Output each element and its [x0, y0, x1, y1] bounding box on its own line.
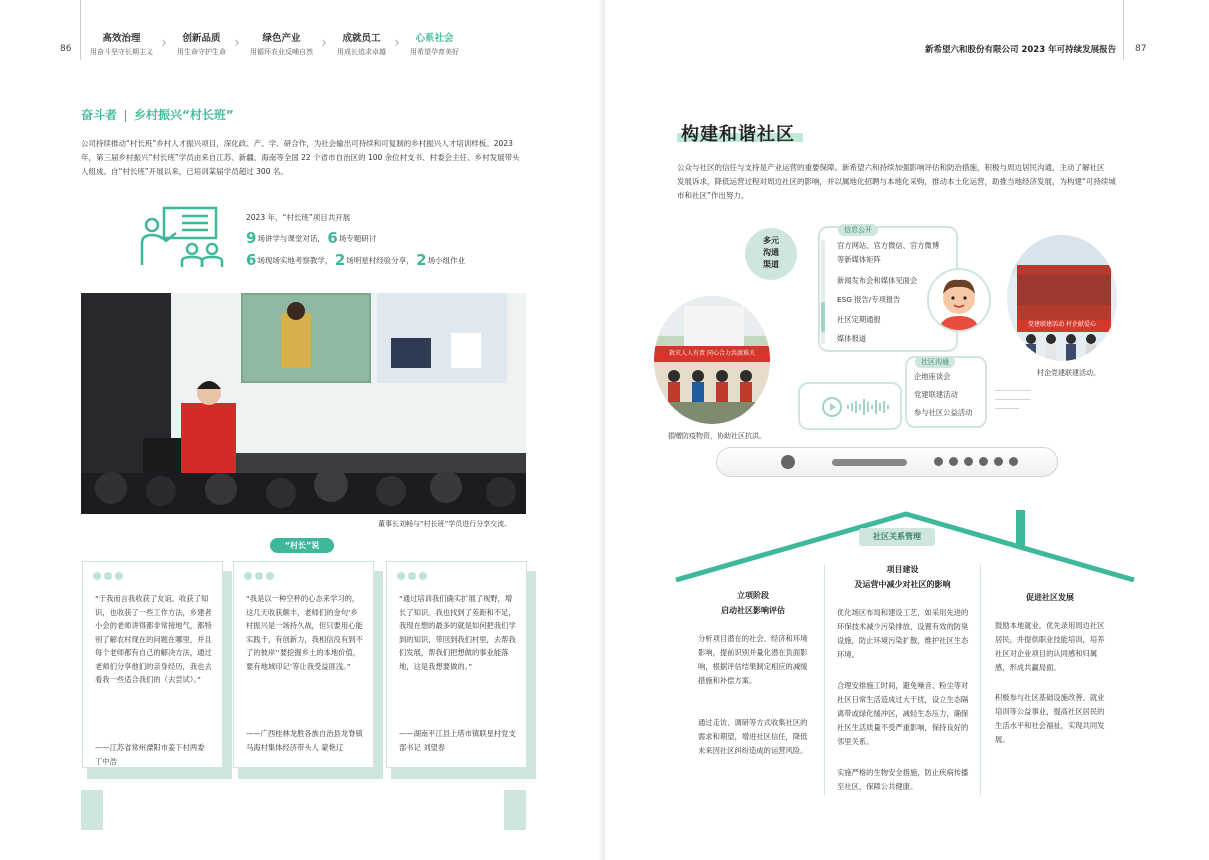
column-title-line: 及运营中减少对社区的影响 — [854, 580, 951, 589]
record-button[interactable] — [781, 455, 795, 469]
stat-number: 9 — [246, 229, 257, 247]
management-label: 社区关系管理 — [859, 528, 935, 546]
chevron-right-icon: › — [321, 35, 327, 51]
column-divider — [980, 565, 981, 795]
nav-item-society[interactable] — [404, 30, 475, 57]
lecture-photo — [81, 293, 526, 514]
stat-number: 6 — [246, 251, 257, 269]
info-item: 官方网站、官方微信、官方微博 — [837, 241, 940, 250]
quote-card — [386, 561, 527, 768]
channels-word: 渠道 — [763, 260, 779, 269]
nav-item-subtitle: 用生命守护生命 — [177, 48, 226, 56]
intro-line: 公众与社区的信任与支持是产业运营的重要保障。新希望六和持续加强影响评估和防治措施，积极与周边居民沟通，主动了解社区 — [677, 163, 1105, 172]
community-item: 参与社区公益活动 — [914, 408, 973, 417]
report-title: 新希望六和股份有限公司 2023 年可持续发展报告 — [925, 45, 1117, 55]
nav-item-subtitle: 用奋斗坚守长期主义 — [90, 48, 153, 56]
dots-icon — [93, 572, 123, 580]
info-item: 社区定期通报 — [837, 315, 881, 324]
stats-line-1 — [246, 229, 376, 247]
quote-card — [233, 561, 374, 768]
stats-line-2 — [246, 251, 465, 269]
quote-source: ——江苏省常州溧阳市姜下村两委 丁中浩 — [95, 743, 205, 766]
nav-item-subtitle: 用成长追求卓越 — [337, 48, 386, 56]
intro-line: 人组成。自“村长班”开展以来，已培训某届学员超过 300 名。 — [81, 167, 288, 176]
column-text: 积极参与社区基础设施改善、就业培训等公益事业，提高社区居民的生活水平和社会福祉，实现共同发展。 — [995, 693, 1105, 744]
column-title-line: 项目建设 — [886, 565, 919, 574]
column-title-line: 立项阶段 — [737, 591, 769, 600]
photo-caption: 董事长刘畅与“村长班”学员进行分享交流。 — [378, 520, 512, 528]
page-number-left: 86 — [60, 44, 72, 54]
nav-item-innovation[interactable] — [171, 30, 242, 57]
nav-item-title: 创新品质 — [182, 33, 221, 44]
nav-item-subtitle: 用循环农业反哺自然 — [250, 48, 313, 56]
avatar — [927, 268, 991, 332]
decorative-tab — [81, 790, 103, 830]
channels-word: 多元 — [763, 236, 779, 245]
intro-paragraph — [677, 161, 1147, 203]
text-lines-icon — [995, 390, 1031, 409]
relief-banner-text: 救灾人人有责 同心合力共渡难关 — [669, 350, 755, 357]
info-item: 新闻发布会和媒体见面会 — [837, 276, 918, 285]
section-title: 乡村振兴“村长班” — [134, 108, 234, 122]
info-item: 等新媒体矩阵 — [837, 255, 881, 264]
channels-word: 沟通 — [763, 248, 779, 257]
chevron-right-icon: › — [394, 35, 400, 51]
nav-item-title: 心系社会 — [415, 33, 454, 44]
track-bar[interactable] — [832, 459, 907, 466]
nav-item-green[interactable] — [244, 30, 329, 57]
chevron-right-icon: › — [234, 35, 240, 51]
dots-icon — [244, 572, 274, 580]
stat-label: 场讲学与课堂对话， — [257, 234, 325, 243]
community-item: 企地座谈会 — [914, 372, 951, 381]
community-tag: 社区沟通 — [915, 356, 955, 368]
quotes-label: “村长”说 — [270, 538, 334, 553]
divider — [125, 110, 126, 122]
left-page — [0, 0, 604, 860]
chevron-right-icon: › — [161, 35, 167, 51]
column-text: 优化场区布局和建设工艺，如采用先进的环保技术减少污染排放，设置有效的防臭设施，防止环境污染扩散，维护社区生态环境。 — [837, 608, 969, 659]
column-title-line: 促进社区发展 — [1026, 593, 1074, 602]
quote-card — [82, 561, 223, 768]
quote-source: ——湖南平江县上塔市镇联星村党支部书记 刘望春 — [399, 729, 516, 752]
header-divider — [80, 0, 81, 60]
info-progress-fill — [821, 302, 825, 332]
nav-item-title: 高效治理 — [102, 33, 141, 44]
info-tag: 信息公开 — [838, 224, 878, 236]
channels-bubble-label — [745, 235, 797, 271]
stats-title: 2023 年，“村长班”项目共开展 — [246, 213, 351, 222]
column-text: 通过走访、调研等方式收集社区的需求和期望，增进社区信任，降低未来因社区纠纷造成的运营风险。 — [698, 718, 808, 755]
relief-caption: 捐赠防疫物资，协助社区抗洪。 — [668, 432, 766, 440]
stat-label: 场专题研讨 — [338, 234, 377, 243]
page-title: 构建和谐社区 — [681, 124, 795, 145]
intro-line: 年，第三届乡村振兴“村长班”学员由来自江苏、新疆、海南等全国 22 个省市自治区的 100 余位村支书、村委会主任、乡村发展带头 — [81, 153, 520, 162]
section-category: 奋斗者 — [81, 108, 118, 122]
column-divider — [824, 565, 825, 795]
column-text: 鼓励本地就业，优先录用周边社区居民，并提供职业技能培训，培养社区对企业项目的认同感和归属感，形成共赢局面。 — [995, 621, 1105, 672]
stat-number: 2 — [416, 251, 427, 269]
page-number-right: 87 — [1135, 44, 1147, 54]
column-text: 分析项目潜在的社会、经济和环境影响，提前识别并量化潜在负面影响，根据评估结果制定相应的减缓措施和补偿方案。 — [698, 634, 808, 685]
intro-line: 市和社区”作出努力。 — [677, 191, 749, 200]
intro-line: 公司持续推动“村长班”乡村人才振兴项目，深化政、产、学、研合作，为社会输出可持续和可复制的乡村振兴人才培训样板。2023 — [81, 139, 513, 148]
stat-number: 6 — [327, 229, 338, 247]
stat-number: 2 — [334, 251, 346, 269]
nav-item-governance[interactable] — [84, 30, 169, 57]
column-title-line: 启动社区影响评估 — [721, 606, 785, 615]
quote-text: “我是以一种空杯的心态来学习的，这几天收获颇丰，老师们的金句‘乡村振兴是一场持久战，但只要用心能实践千，有创新力，我相信没有到不了的彼岸’‘要挖掘乡土的本地价值，要有地域印记’等让我受益匪浅。” — [246, 594, 363, 671]
column-text: 合理安排施工时间，避免噪音、粉尘等对社区日常生活造成过大干扰，设立生态隔离带或绿化缓冲区，减轻生态压力，确保社区生活质量不受严重影响，保持良好的邻里关系。 — [837, 681, 969, 746]
community-item: 党建联建活动 — [914, 390, 958, 399]
info-item: 媒体报道 — [837, 334, 867, 343]
section-heading — [81, 106, 234, 123]
teaching-icon — [140, 205, 224, 269]
intro-paragraph — [81, 137, 531, 179]
dots-icon — [397, 572, 427, 580]
party-caption: 村企党建联建活动。 — [1037, 369, 1100, 377]
stat-label: 场小组作业 — [427, 256, 466, 265]
column-title — [694, 588, 812, 618]
quote-text: “于我而言我收获了友谊，收获了知识，也收获了一些工作方法，乡建者小会的老师讲得都非常接地气，都特别了解农村现在的问题在哪里，并且每个老师都有自己的解决方法，通过老师们分享他们的亲身经历，我也去看我一些适合我们的（去尝试）。” — [95, 594, 212, 684]
decorative-tab — [504, 790, 526, 830]
nav-item-title: 成就员工 — [342, 33, 381, 44]
quote-source: ——广西桂林龙胜各族自治县龙脊镇马海村集体经济带头人 蒙艳辽 — [246, 729, 363, 752]
quote-text: “通过培训我们确实扩展了视野，增长了知识。我也找到了差距和不足，我现在想的最多的就是如何把我们学到的知识，带回到我们村里，去帮我们发展，帮我们把想做的事业能落地，这是我想要做的。” — [399, 594, 516, 671]
play-icon[interactable] — [822, 397, 842, 417]
nav-item-subtitle: 用希望孕育美好 — [410, 48, 459, 56]
waveform-icon — [846, 397, 892, 419]
flood-relief-photo — [652, 294, 772, 426]
pagination-dots-icon[interactable] — [934, 457, 1018, 466]
stat-label: 场明星村经验分享， — [346, 256, 414, 265]
intro-line: 发展诉求，降低运营过程对周边社区的影响，并以属地化招聘与本地化采购，推动本土化运营，助推当地经济发展，为构建“可持续城 — [677, 177, 1116, 186]
header-divider — [1123, 0, 1124, 60]
stat-label: 场现场实地考察教学， — [257, 256, 333, 265]
nav-item-title: 绿色产业 — [262, 33, 301, 44]
party-banner-text: 党建联建活动 村企献爱心 — [1028, 321, 1096, 328]
info-item: ESG 报告/专项报告 — [837, 295, 901, 304]
column-title — [990, 590, 1110, 605]
section-nav — [84, 30, 477, 57]
column-text: 实施严格的生物安全措施，防止疾病传播至社区，保障公共健康。 — [837, 768, 969, 791]
column-title — [835, 562, 970, 592]
party-building-photo — [1005, 233, 1119, 363]
nav-item-employees[interactable] — [331, 30, 402, 57]
